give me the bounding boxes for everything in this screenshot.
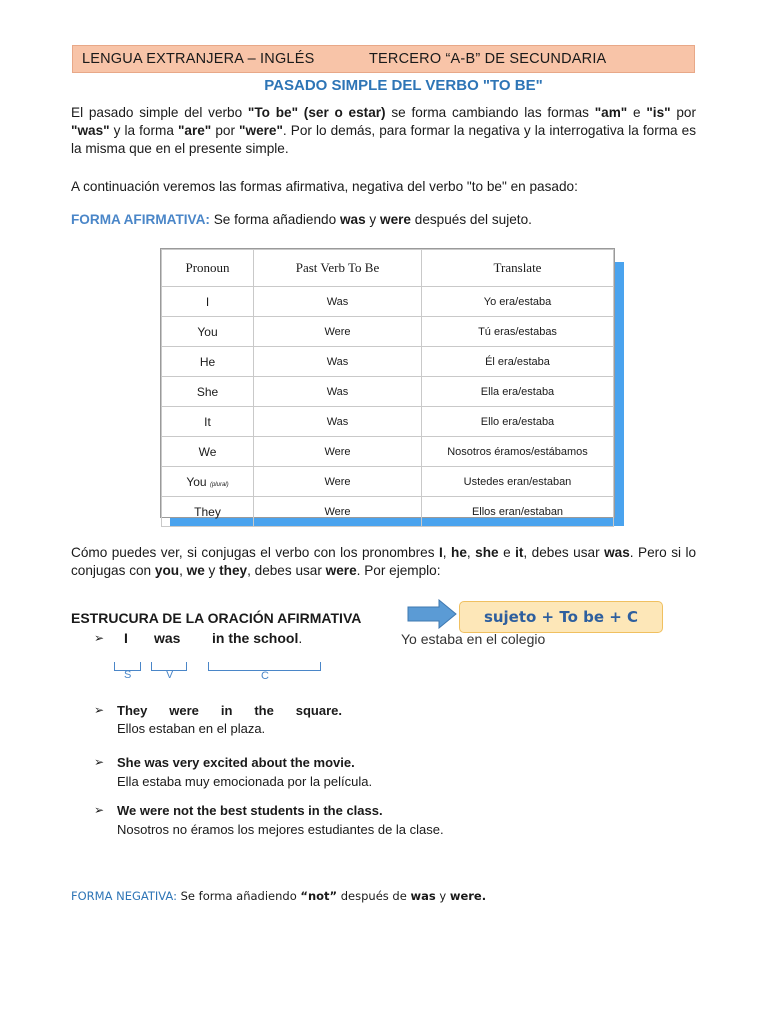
table-row: I Was Yo era/estaba [162,287,614,317]
page-title: PASADO SIMPLE DEL VERBO "TO BE" [264,77,543,94]
table-row: You Were Tú eras/estabas [162,317,614,347]
arrow-bullet-icon: ➢ [94,755,105,769]
table-header: Translate [422,250,614,287]
table-header: Pronoun [162,250,254,287]
table-row: She Was Ella era/estaba [162,377,614,407]
example-translation: Ellos estaban en el plaza. [117,721,266,736]
complement-marker: C [261,670,269,682]
example-subject: I [124,630,128,646]
affirmative-intro: FORMA AFIRMATIVA: Se forma añadiendo was y were después del sujeto. [71,212,532,227]
negative-label: FORMA NEGATIVA: [71,889,177,903]
example-sentence: They were in the square. [117,703,342,718]
conjugation-paragraph: Cómo puedes ver, si conjugas el verbo con los pronombres I, he, she e it, debes usar was. Pero si lo conjugas con you, we y they, debes usar were. Por ejemplo: [71,545,697,578]
example-sentence: We were not the best students in the class. [117,803,383,818]
example-translation: Ella estaba muy emocionada por la película. [117,774,373,789]
example-translation: Nosotros no éramos los mejores estudiantes de la clase. [117,822,444,837]
subject-label: LENGUA EXTRANJERA – INGLÉS [82,51,315,67]
intro-paragraph: El pasado simple del verbo "To be" (ser o estar) se forma cambiando las formas "am" e "is" por "was" y la forma "are" por "were". Por lo demás, para formar la negativa y la interrogativa la forma es la misma que en el presente simple. [71,105,697,156]
plural-note: (plural) [209,481,229,488]
table-header: Past Verb To Be [254,250,422,287]
header-bar [72,45,695,73]
table-row: They Were Ellos eran/estaban [162,497,614,527]
affirmative-label: FORMA AFIRMATIVA: [71,212,210,227]
example-verb: was [154,630,181,646]
example-translation: Yo estaba en el colegio [401,631,546,647]
subject-marker: S [124,669,132,681]
example-sentence: She was very excited about the movie. [117,755,355,770]
table-row: You (plural) Were Ustedes eran/estaban [162,467,614,497]
formula-box: sujeto + To be + C [459,601,663,633]
verb-marker: V [166,669,174,681]
right-arrow-icon [407,599,457,629]
grade-label: TERCERO “A-B” DE SECUNDARIA [369,51,607,67]
arrow-bullet-icon: ➢ [94,631,105,645]
example-complement: in the school. [212,630,303,646]
table-row: He Was Él era/estaba [162,347,614,377]
table-row: We Were Nosotros éramos/estábamos [162,437,614,467]
structure-heading: ESTRUCURA DE LA ORACIÓN AFIRMATIVA [71,610,362,626]
table-row: It Was Ello era/estaba [162,407,614,437]
continuation-text: A continuación veremos las formas afirmativa, negativa del verbo "to be" en pasado: [71,179,578,194]
conjugation-table [160,248,615,518]
arrow-bullet-icon: ➢ [94,803,105,817]
negative-form-line: FORMA NEGATIVA: Se forma añadiendo “not” después de was y were. [71,889,487,903]
arrow-bullet-icon: ➢ [94,703,105,717]
